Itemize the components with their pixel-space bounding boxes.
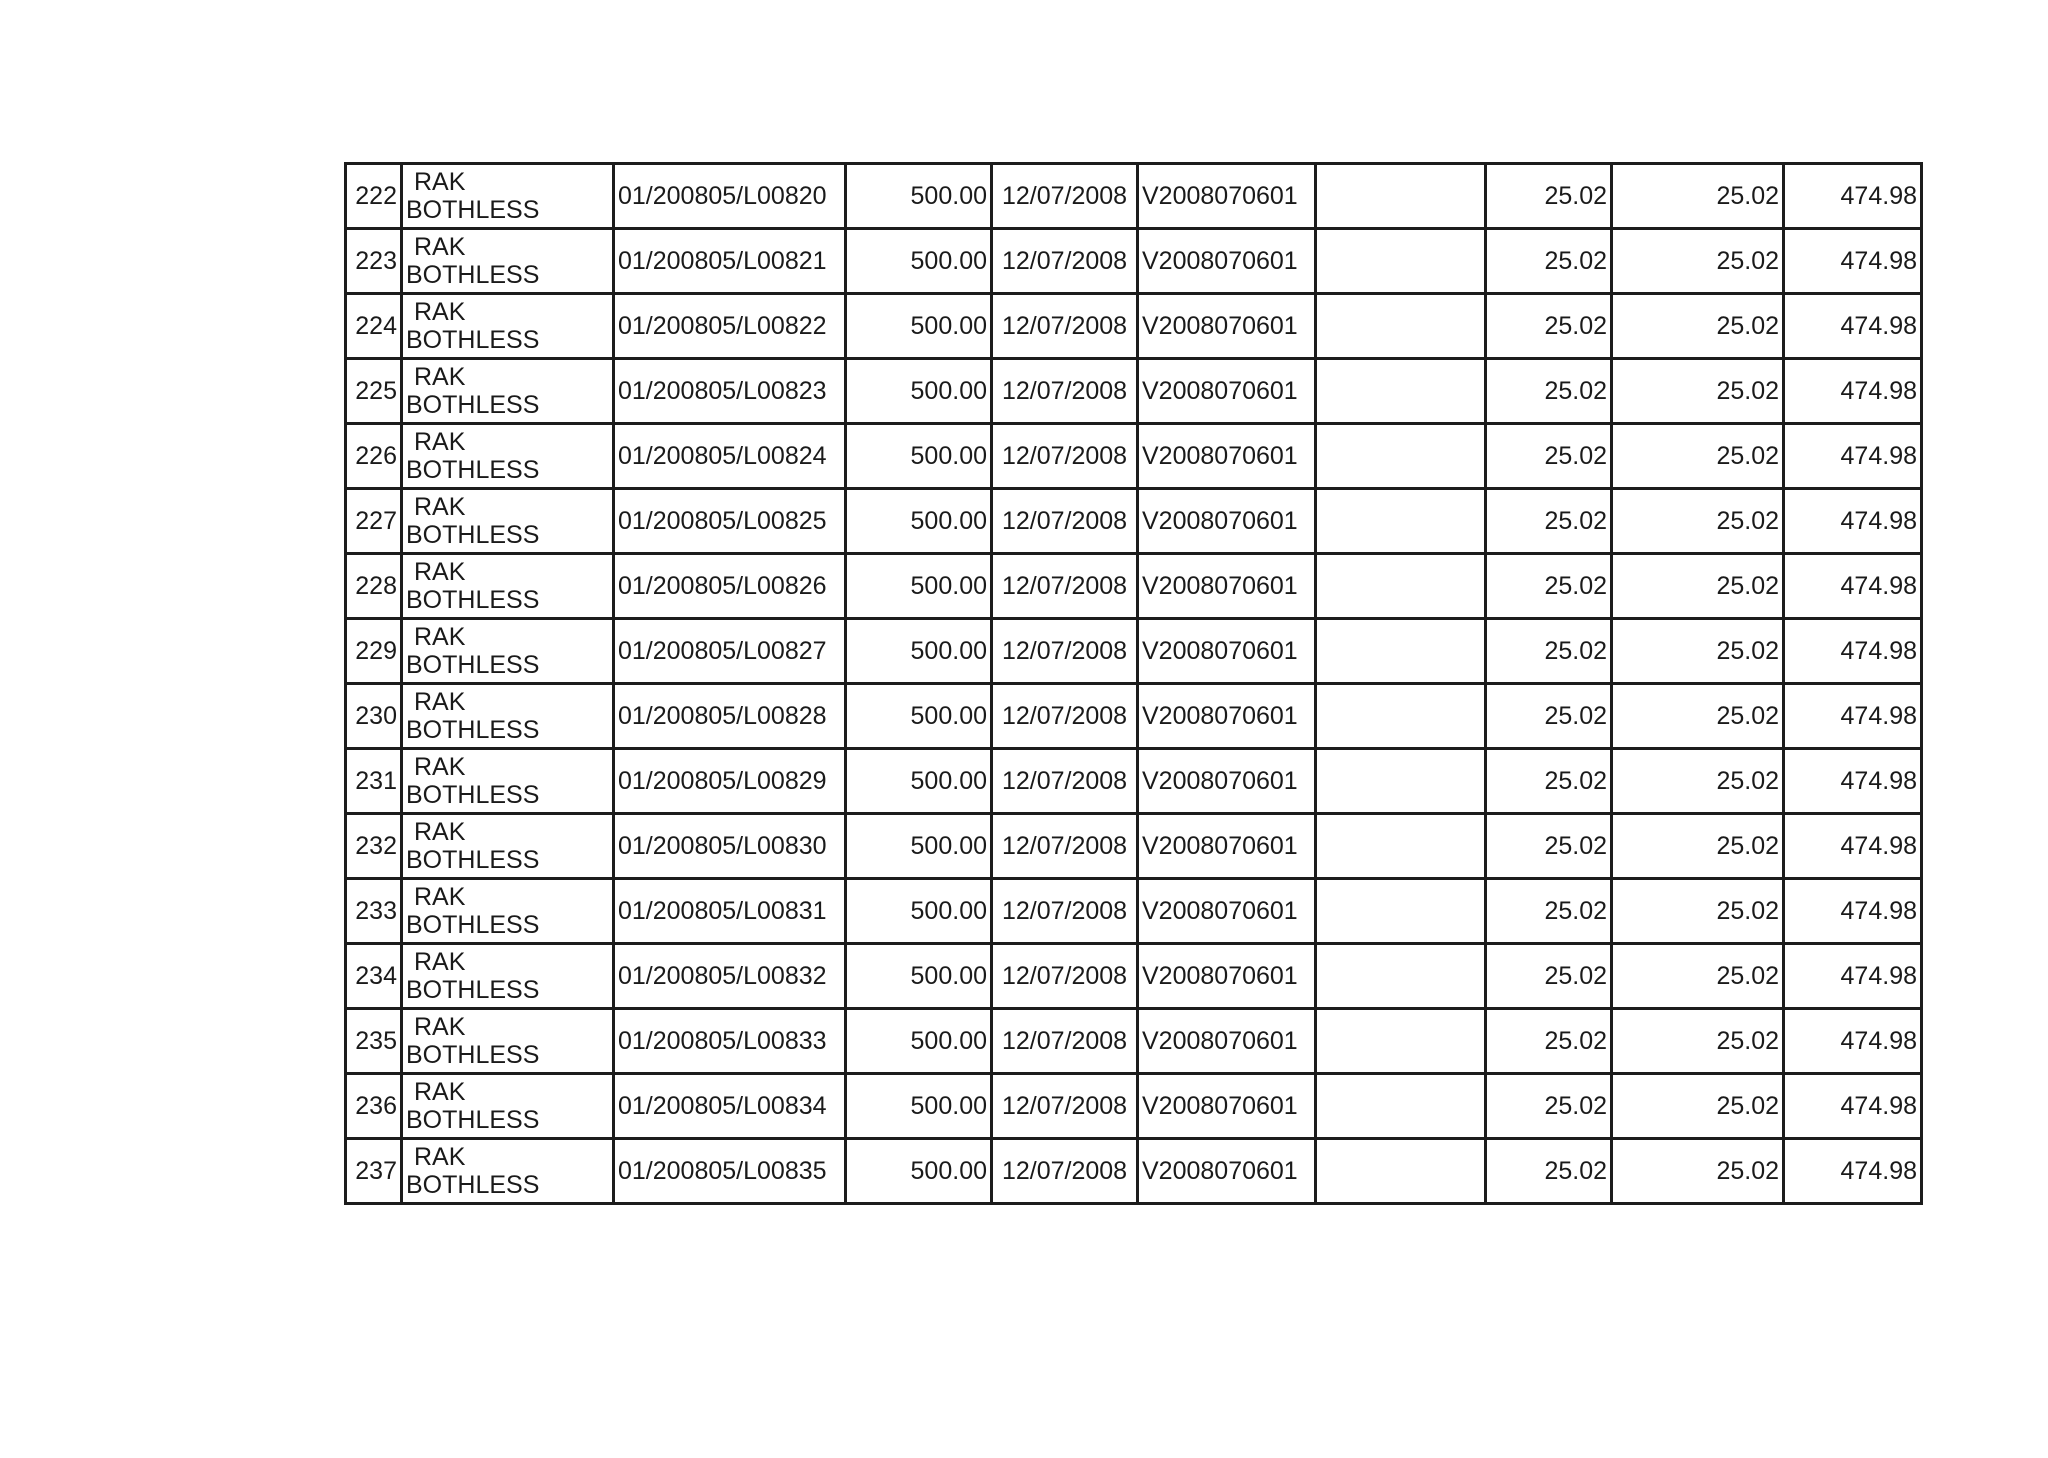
balance-cell: 474.98 [1784,619,1922,684]
deduction-cell: 25.02 [1486,814,1612,879]
row-number-cell: 236 [346,1074,402,1139]
voucher-cell: V2008070601 [1138,879,1316,944]
reference-cell: 01/200805/L00833 [614,1009,846,1074]
account-name-line2: BOTHLESS [406,846,540,874]
deduction-cell: 25.02 [1486,1139,1612,1204]
amount-cell: 500.00 [846,619,992,684]
deduction-cell: 25.02 [1486,619,1612,684]
voucher-cell: V2008070601 [1138,619,1316,684]
account-name-line1: RAK [414,883,466,911]
voucher-cell: V2008070601 [1138,489,1316,554]
account-name-line2: BOTHLESS [406,326,540,354]
balance-cell: 474.98 [1784,294,1922,359]
deduction-cell: 25.02 [1486,749,1612,814]
voucher-cell: V2008070601 [1138,1074,1316,1139]
row-number-cell: 228 [346,554,402,619]
account-name-cell [402,814,614,879]
account-name-cell [402,1009,614,1074]
amount-cell: 500.00 [846,1009,992,1074]
amount-cell: 500.00 [846,749,992,814]
account-name-line1: RAK [414,1078,466,1106]
account-name-line1: RAK [414,493,466,521]
reference-cell: 01/200805/L00822 [614,294,846,359]
voucher-cell: V2008070601 [1138,294,1316,359]
total-deduction-cell: 25.02 [1612,489,1784,554]
table-row [346,619,1922,684]
blank-cell [1316,1009,1486,1074]
table-row [346,1139,1922,1204]
reference-cell: 01/200805/L00821 [614,229,846,294]
account-name-cell [402,424,614,489]
total-deduction-cell: 25.02 [1612,294,1784,359]
total-deduction-cell: 25.02 [1612,684,1784,749]
amount-cell: 500.00 [846,1139,992,1204]
blank-cell [1316,489,1486,554]
account-name-cell [402,1074,614,1139]
balance-cell: 474.98 [1784,554,1922,619]
blank-cell [1316,554,1486,619]
account-name-line2: BOTHLESS [406,586,540,614]
balance-cell: 474.98 [1784,944,1922,1009]
amount-cell: 500.00 [846,294,992,359]
total-deduction-cell: 25.02 [1612,814,1784,879]
reference-cell: 01/200805/L00829 [614,749,846,814]
voucher-cell: V2008070601 [1138,1139,1316,1204]
deduction-cell: 25.02 [1486,554,1612,619]
voucher-cell: V2008070601 [1138,164,1316,229]
account-name-line2: BOTHLESS [406,261,540,289]
amount-cell: 500.00 [846,424,992,489]
account-name-cell [402,1139,614,1204]
balance-cell: 474.98 [1784,359,1922,424]
account-name-line2: BOTHLESS [406,911,540,939]
account-name-line2: BOTHLESS [406,521,540,549]
row-number-cell: 237 [346,1139,402,1204]
account-name-cell [402,749,614,814]
account-name-line2: BOTHLESS [406,651,540,679]
deduction-cell: 25.02 [1486,359,1612,424]
account-name-line1: RAK [414,298,466,326]
date-cell: 12/07/2008 [992,359,1138,424]
blank-cell [1316,749,1486,814]
balance-cell: 474.98 [1784,879,1922,944]
deduction-cell: 25.02 [1486,424,1612,489]
voucher-cell: V2008070601 [1138,814,1316,879]
deduction-cell: 25.02 [1486,164,1612,229]
table-row [346,1074,1922,1139]
account-name-line2: BOTHLESS [406,716,540,744]
amount-cell: 500.00 [846,814,992,879]
balance-cell: 474.98 [1784,1009,1922,1074]
account-name-line1: RAK [414,233,466,261]
account-name-line2: BOTHLESS [406,196,540,224]
total-deduction-cell: 25.02 [1612,619,1784,684]
date-cell: 12/07/2008 [992,489,1138,554]
amount-cell: 500.00 [846,489,992,554]
balance-cell: 474.98 [1784,489,1922,554]
account-name-cell [402,294,614,359]
voucher-cell: V2008070601 [1138,684,1316,749]
total-deduction-cell: 25.02 [1612,944,1784,1009]
blank-cell [1316,619,1486,684]
table-row [346,164,1922,229]
reference-cell: 01/200805/L00828 [614,684,846,749]
date-cell: 12/07/2008 [992,294,1138,359]
blank-cell [1316,684,1486,749]
deduction-cell: 25.02 [1486,1074,1612,1139]
amount-cell: 500.00 [846,554,992,619]
account-name-line1: RAK [414,818,466,846]
account-name-line2: BOTHLESS [406,1041,540,1069]
reference-cell: 01/200805/L00820 [614,164,846,229]
account-name-line1: RAK [414,363,466,391]
balance-cell: 474.98 [1784,229,1922,294]
voucher-cell: V2008070601 [1138,749,1316,814]
ledger-sheet [344,162,1920,1205]
table-row [346,944,1922,1009]
date-cell: 12/07/2008 [992,164,1138,229]
reference-cell: 01/200805/L00823 [614,359,846,424]
total-deduction-cell: 25.02 [1612,164,1784,229]
blank-cell [1316,294,1486,359]
date-cell: 12/07/2008 [992,554,1138,619]
voucher-cell: V2008070601 [1138,229,1316,294]
total-deduction-cell: 25.02 [1612,1139,1784,1204]
date-cell: 12/07/2008 [992,879,1138,944]
amount-cell: 500.00 [846,164,992,229]
blank-cell [1316,879,1486,944]
account-name-cell [402,684,614,749]
row-number-cell: 229 [346,619,402,684]
ledger-body [346,164,1922,1204]
deduction-cell: 25.02 [1486,294,1612,359]
balance-cell: 474.98 [1784,684,1922,749]
account-name-line1: RAK [414,1143,466,1171]
table-row [346,229,1922,294]
balance-cell: 474.98 [1784,1139,1922,1204]
blank-cell [1316,424,1486,489]
blank-cell [1316,359,1486,424]
date-cell: 12/07/2008 [992,944,1138,1009]
balance-cell: 474.98 [1784,749,1922,814]
date-cell: 12/07/2008 [992,1074,1138,1139]
amount-cell: 500.00 [846,944,992,1009]
amount-cell: 500.00 [846,879,992,944]
reference-cell: 01/200805/L00830 [614,814,846,879]
account-name-cell [402,554,614,619]
table-row [346,424,1922,489]
table-row [346,879,1922,944]
blank-cell [1316,814,1486,879]
date-cell: 12/07/2008 [992,424,1138,489]
ledger-table [344,162,1923,1205]
date-cell: 12/07/2008 [992,684,1138,749]
row-number-cell: 225 [346,359,402,424]
account-name-line2: BOTHLESS [406,1106,540,1134]
date-cell: 12/07/2008 [992,229,1138,294]
account-name-line1: RAK [414,168,466,196]
table-row [346,684,1922,749]
account-name-cell [402,229,614,294]
table-row [346,489,1922,554]
account-name-line2: BOTHLESS [406,456,540,484]
amount-cell: 500.00 [846,359,992,424]
row-number-cell: 234 [346,944,402,1009]
amount-cell: 500.00 [846,1074,992,1139]
reference-cell: 01/200805/L00832 [614,944,846,1009]
voucher-cell: V2008070601 [1138,554,1316,619]
account-name-cell [402,879,614,944]
balance-cell: 474.98 [1784,424,1922,489]
balance-cell: 474.98 [1784,1074,1922,1139]
account-name-line1: RAK [414,558,466,586]
date-cell: 12/07/2008 [992,1139,1138,1204]
reference-cell: 01/200805/L00824 [614,424,846,489]
account-name-line2: BOTHLESS [406,976,540,1004]
account-name-line1: RAK [414,688,466,716]
table-row [346,749,1922,814]
account-name-line1: RAK [414,948,466,976]
deduction-cell: 25.02 [1486,879,1612,944]
blank-cell [1316,229,1486,294]
row-number-cell: 235 [346,1009,402,1074]
table-row [346,814,1922,879]
row-number-cell: 231 [346,749,402,814]
date-cell: 12/07/2008 [992,814,1138,879]
blank-cell [1316,164,1486,229]
row-number-cell: 222 [346,164,402,229]
reference-cell: 01/200805/L00827 [614,619,846,684]
amount-cell: 500.00 [846,684,992,749]
account-name-cell [402,164,614,229]
total-deduction-cell: 25.02 [1612,229,1784,294]
row-number-cell: 232 [346,814,402,879]
blank-cell [1316,1139,1486,1204]
total-deduction-cell: 25.02 [1612,1074,1784,1139]
table-row [346,359,1922,424]
reference-cell: 01/200805/L00835 [614,1139,846,1204]
table-row [346,554,1922,619]
account-name-line1: RAK [414,623,466,651]
total-deduction-cell: 25.02 [1612,554,1784,619]
account-name-cell [402,944,614,1009]
row-number-cell: 223 [346,229,402,294]
blank-cell [1316,1074,1486,1139]
deduction-cell: 25.02 [1486,1009,1612,1074]
voucher-cell: V2008070601 [1138,944,1316,1009]
total-deduction-cell: 25.02 [1612,359,1784,424]
date-cell: 12/07/2008 [992,619,1138,684]
total-deduction-cell: 25.02 [1612,424,1784,489]
account-name-line1: RAK [414,428,466,456]
voucher-cell: V2008070601 [1138,1009,1316,1074]
total-deduction-cell: 25.02 [1612,1009,1784,1074]
balance-cell: 474.98 [1784,814,1922,879]
blank-cell [1316,944,1486,1009]
account-name-cell [402,359,614,424]
amount-cell: 500.00 [846,229,992,294]
deduction-cell: 25.02 [1486,944,1612,1009]
table-row [346,294,1922,359]
account-name-line2: BOTHLESS [406,781,540,809]
row-number-cell: 227 [346,489,402,554]
deduction-cell: 25.02 [1486,684,1612,749]
total-deduction-cell: 25.02 [1612,749,1784,814]
account-name-line2: BOTHLESS [406,1171,540,1199]
account-name-cell [402,619,614,684]
row-number-cell: 230 [346,684,402,749]
reference-cell: 01/200805/L00831 [614,879,846,944]
row-number-cell: 233 [346,879,402,944]
reference-cell: 01/200805/L00834 [614,1074,846,1139]
deduction-cell: 25.02 [1486,489,1612,554]
total-deduction-cell: 25.02 [1612,879,1784,944]
voucher-cell: V2008070601 [1138,424,1316,489]
date-cell: 12/07/2008 [992,1009,1138,1074]
row-number-cell: 226 [346,424,402,489]
account-name-cell [402,489,614,554]
date-cell: 12/07/2008 [992,749,1138,814]
deduction-cell: 25.02 [1486,229,1612,294]
account-name-line2: BOTHLESS [406,391,540,419]
balance-cell: 474.98 [1784,164,1922,229]
voucher-cell: V2008070601 [1138,359,1316,424]
row-number-cell: 224 [346,294,402,359]
reference-cell: 01/200805/L00825 [614,489,846,554]
account-name-line1: RAK [414,753,466,781]
account-name-line1: RAK [414,1013,466,1041]
table-row [346,1009,1922,1074]
reference-cell: 01/200805/L00826 [614,554,846,619]
